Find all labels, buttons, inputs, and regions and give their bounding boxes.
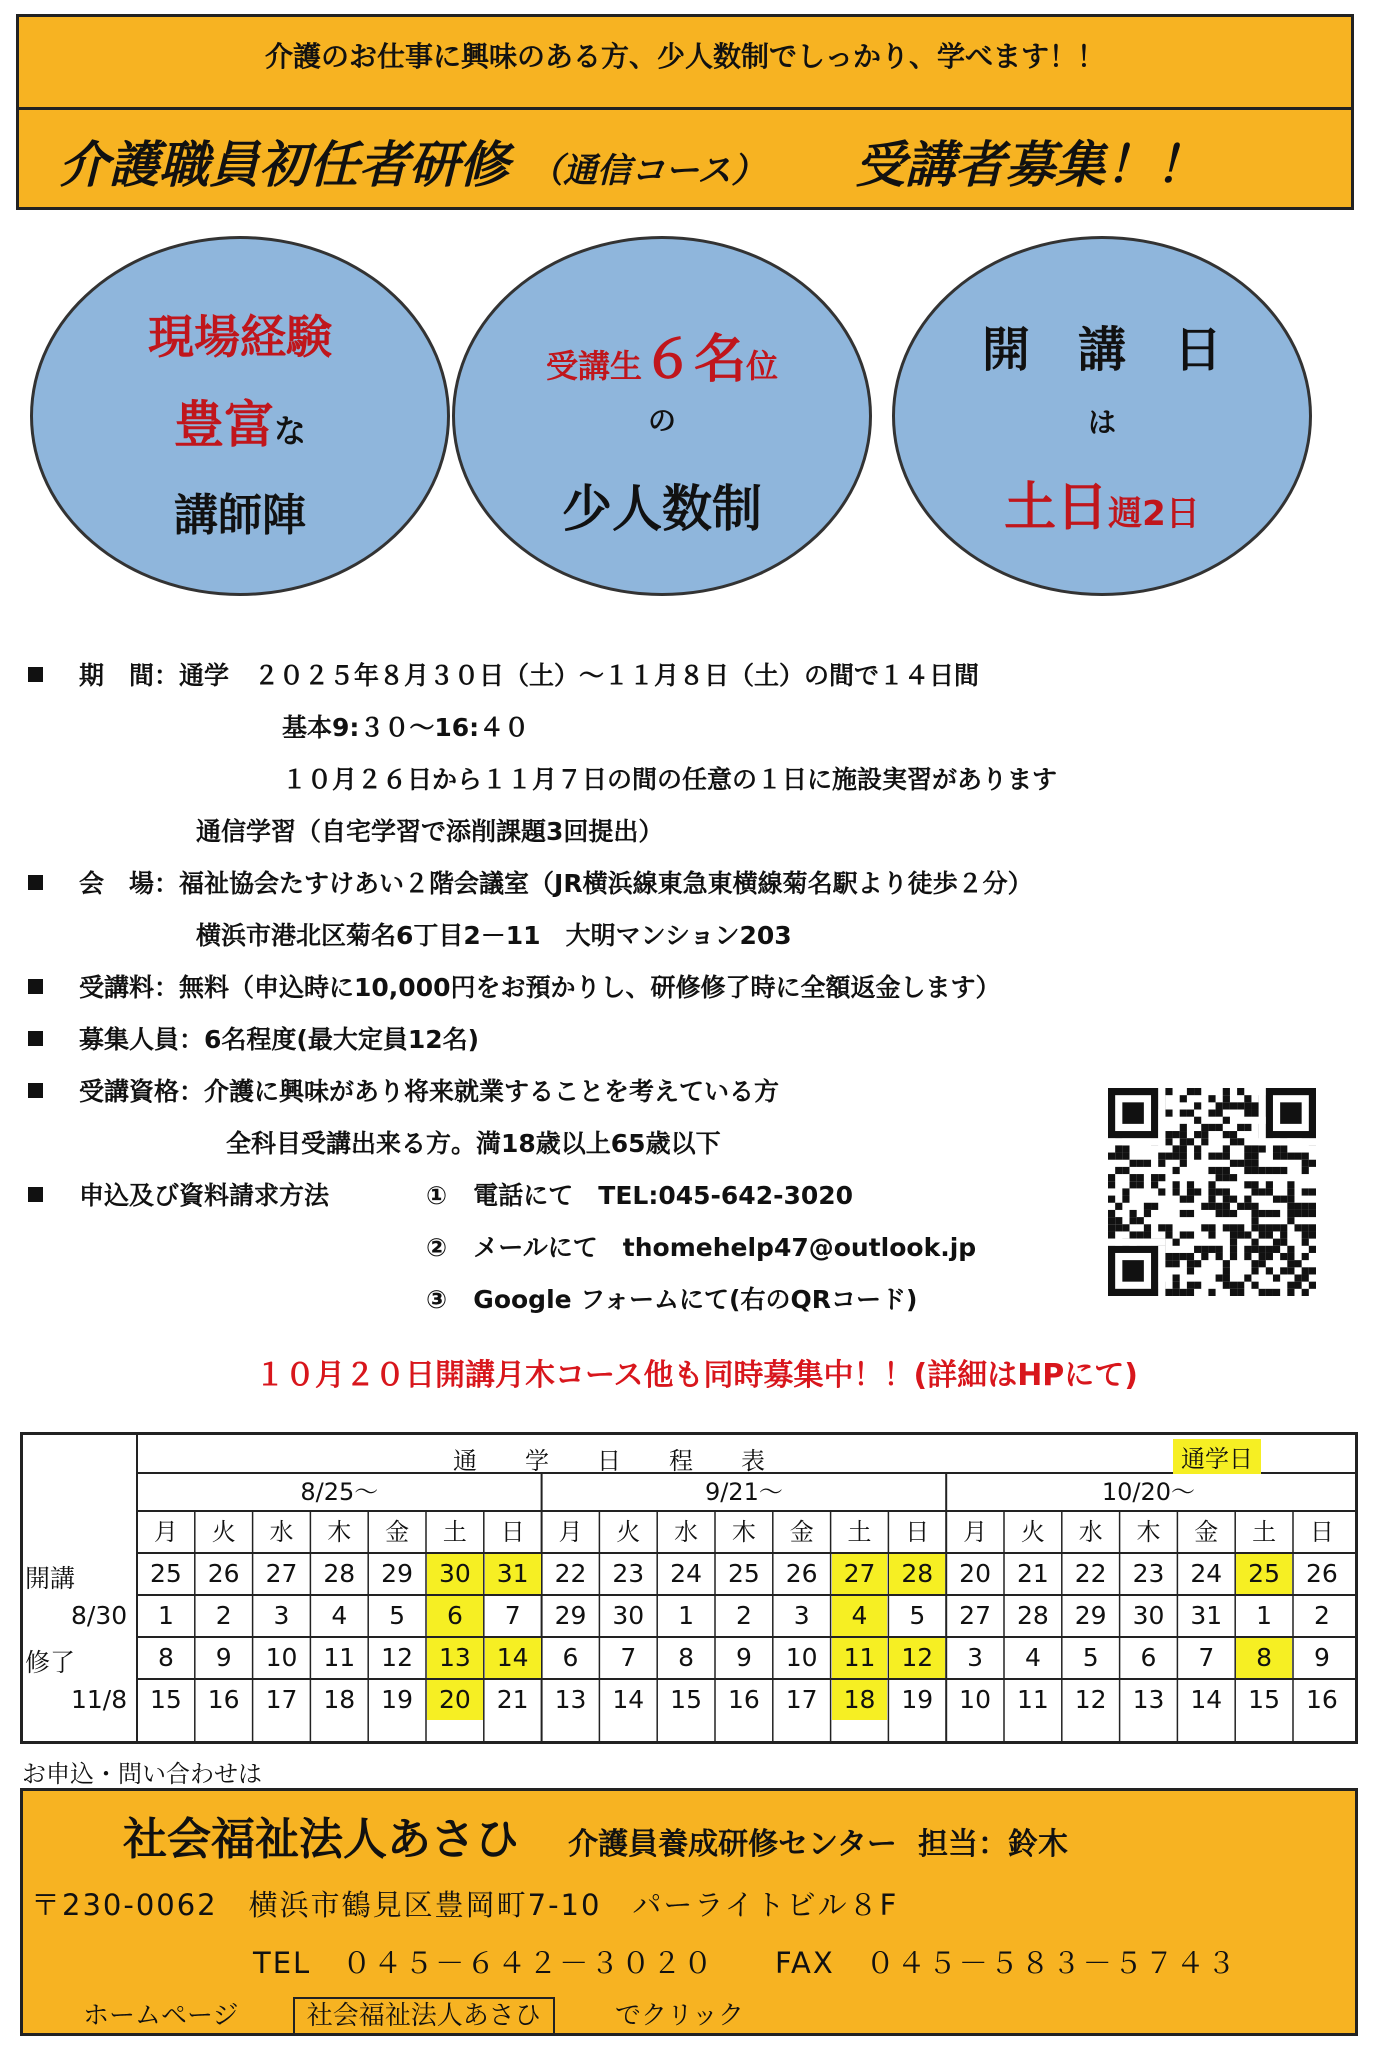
day-cell: 7 <box>620 1643 637 1672</box>
day-cell: 18 <box>832 1680 888 1720</box>
day-cell: 6 <box>562 1643 579 1672</box>
apply-method-form[interactable] <box>426 1280 917 1316</box>
bullet-square-icon <box>28 875 43 890</box>
day-cell: 26 <box>207 1559 240 1588</box>
day-cell: 4 <box>331 1601 348 1630</box>
footer-banner <box>20 1788 1358 2036</box>
period-practice: １０月２６日から１１月７日の間の任意の１日に施設実習があります <box>282 765 1058 794</box>
day-cell: 3 <box>967 1643 984 1672</box>
day-cell: 30 <box>612 1601 645 1630</box>
day-cell: 5 <box>909 1601 926 1630</box>
tagline: 介護のお仕事に興味のある方、少人数制でしっかり、学べます！！ <box>264 40 1105 73</box>
weekday-header: 月 <box>963 1518 988 1546</box>
bullet-square-icon <box>28 667 43 682</box>
day-cell: 16 <box>1305 1685 1338 1714</box>
day-cell: 10 <box>785 1643 818 1672</box>
weekday-header: 日 <box>500 1518 525 1546</box>
title-sub: （通信コース） <box>529 151 766 191</box>
side-label-start: 開講 <box>25 1564 76 1593</box>
footer-org-row <box>123 1803 1068 1867</box>
weekday-header: 火 <box>616 1518 641 1546</box>
day-cell: 2 <box>1313 1601 1330 1630</box>
day-cell: 13 <box>427 1638 483 1678</box>
schedule-title: 通 学 日 程 表 <box>453 1447 765 1475</box>
apply-label: 申込及び資料請求方法 <box>79 1181 330 1210</box>
circle-1-line2a: 豊富 <box>173 396 274 454</box>
circle-2-line2: の <box>647 404 676 437</box>
day-cell: 7 <box>504 1601 521 1630</box>
fee-text: 無料（申込時に10,000円をお預かりし、研修修了時に全額返金します） <box>179 973 1001 1002</box>
circle-2-line1a: 受講生 <box>545 347 642 385</box>
day-cell: 14 <box>485 1638 541 1678</box>
day-cell: 1 <box>157 1601 174 1630</box>
contact-person: 担当：鈴木 <box>918 1827 1068 1862</box>
notice-banner: １０月２０日開講月木コース他も同時募集中！！(詳細はHPにて) <box>254 1358 1139 1393</box>
day-cell: 24 <box>1190 1559 1223 1588</box>
day-cell: 3 <box>273 1601 290 1630</box>
day-cell: 15 <box>1248 1685 1280 1714</box>
day-cell: 16 <box>727 1685 760 1714</box>
circle-1-line1: 現場経験 <box>148 310 332 364</box>
day-cell: 25 <box>149 1559 182 1588</box>
footer-hp-row <box>83 1995 744 2032</box>
day-cell: 30 <box>427 1554 483 1594</box>
day-cell: 3 <box>793 1601 810 1630</box>
weekday-header: 木 <box>327 1518 352 1546</box>
day-cell: 19 <box>901 1685 934 1714</box>
weekday-header: 日 <box>905 1518 930 1546</box>
side-label-start-date: 8/30 <box>71 1601 128 1630</box>
circle-class-size <box>452 236 872 596</box>
circle-1-line3: 講師陣 <box>174 490 306 541</box>
circle-1-line2 <box>33 385 447 457</box>
day-cell: 24 <box>670 1559 702 1588</box>
circle-3-line3 <box>895 465 1309 540</box>
day-cell: 25 <box>1236 1554 1292 1594</box>
day-cell: 6 <box>1140 1643 1157 1672</box>
title-call: 受講者募集！！ <box>855 136 1206 194</box>
period-label: 期 間： <box>79 661 180 690</box>
day-cell: 10 <box>959 1685 991 1714</box>
day-cell: 14 <box>1190 1685 1223 1714</box>
block-label: 8/25～ <box>300 1478 379 1506</box>
bullet-square-icon <box>28 1031 43 1046</box>
apply-row <box>28 1176 329 1212</box>
apply-text: Google フォームにて(右のQRコード) <box>473 1285 918 1314</box>
day-cell: 5 <box>1082 1643 1099 1672</box>
hp-label: ホームページ <box>83 2001 239 2031</box>
day-cell: 15 <box>149 1685 182 1714</box>
bullet-square-icon <box>28 1083 43 1098</box>
eligibility-label: 受講資格： <box>79 1077 205 1106</box>
side-label-end-date: 11/8 <box>71 1685 128 1714</box>
header-banner <box>16 14 1354 210</box>
eligibility-row <box>28 1072 779 1108</box>
day-cell: 9 <box>735 1643 752 1672</box>
contact-label: お申込・問い合わせは <box>22 1760 262 1788</box>
circle-3-line3b: 週2日 <box>1108 494 1200 534</box>
eligibility-text2: 全科目受講出来る方。満18歳以上65歳以下 <box>226 1129 721 1158</box>
apply-num: ② <box>426 1233 448 1262</box>
day-cell: 20 <box>427 1680 483 1720</box>
qr-code-graphic <box>1108 1088 1316 1296</box>
venue-address: 横浜市港北区菊名6丁目2－11 大明マンション203 <box>196 921 792 950</box>
day-cell: 17 <box>785 1685 818 1714</box>
day-cell: 28 <box>323 1559 356 1588</box>
weekday-header: 月 <box>153 1518 178 1546</box>
block-label: 10/20～ <box>1101 1478 1196 1506</box>
period-row <box>28 656 979 692</box>
circle-3-line3a: 土日 <box>1004 478 1109 538</box>
day-cell: 16 <box>207 1685 240 1714</box>
schedule-legend: 通学日 <box>1173 1439 1261 1474</box>
qr-code-icon[interactable] <box>1108 1088 1316 1296</box>
title-main: 介護職員初任者研修 <box>59 136 509 194</box>
day-cell: 13 <box>554 1685 587 1714</box>
block-label: 9/21～ <box>704 1478 783 1506</box>
day-cell: 19 <box>381 1685 413 1714</box>
day-cell: 8 <box>1236 1638 1292 1678</box>
circle-1-line2b: な <box>273 412 306 450</box>
day-cell: 21 <box>496 1685 529 1714</box>
apply-text: 電話にて TEL:045-642-3020 <box>473 1181 854 1210</box>
hp-link-button[interactable]: 社会福祉法人あさひ <box>293 1997 555 2035</box>
day-cell: 29 <box>381 1559 413 1588</box>
side-label-end: 修了 <box>25 1648 76 1677</box>
day-cell: 9 <box>1313 1643 1330 1672</box>
footer-tel[interactable]: TEL ０４５－６４２－３０２０ <box>253 1946 715 1980</box>
footer-fax: FAX ０４５－５８３－５７４３ <box>775 1946 1238 1980</box>
weekday-header: 水 <box>1078 1518 1103 1546</box>
capacity-row <box>28 1020 479 1056</box>
day-cell: 29 <box>1074 1601 1107 1630</box>
day-cell: 17 <box>265 1685 298 1714</box>
weekday-header: 金 <box>1194 1518 1219 1546</box>
day-cell: 22 <box>554 1559 587 1588</box>
day-cell: 31 <box>485 1554 541 1594</box>
period-distance: 通信学習（自宅学習で添削課題3回提出） <box>196 817 664 846</box>
apply-num: ① <box>426 1181 448 1210</box>
circle-2-line1 <box>455 317 869 392</box>
day-cell: 8 <box>678 1643 695 1672</box>
day-cell: 1 <box>1256 1601 1273 1630</box>
venue-row <box>28 864 1033 900</box>
org-name: 社会福祉法人あさひ <box>123 1814 519 1865</box>
day-cell: 6 <box>427 1596 483 1636</box>
day-cell: 9 <box>215 1643 232 1672</box>
day-cell: 26 <box>785 1559 818 1588</box>
weekday-header: 月 <box>558 1518 583 1546</box>
weekday-header: 火 <box>211 1518 236 1546</box>
circle-2-line3: 少人数制 <box>562 480 762 538</box>
day-cell: 5 <box>389 1601 406 1630</box>
day-cell: 13 <box>1132 1685 1165 1714</box>
day-cell: 28 <box>889 1554 945 1594</box>
day-cell: 29 <box>554 1601 587 1630</box>
day-cell: 31 <box>1190 1601 1223 1630</box>
circle-2-line1b: ６名 <box>641 330 746 390</box>
day-cell: 2 <box>215 1601 232 1630</box>
weekday-header: 日 <box>1309 1518 1334 1546</box>
weekday-header: 金 <box>385 1518 410 1546</box>
weekday-header: 木 <box>1136 1518 1161 1546</box>
day-cell: 12 <box>1074 1685 1107 1714</box>
fee-row <box>28 968 1001 1004</box>
bullet-square-icon <box>28 979 43 994</box>
circle-schedule <box>892 236 1312 596</box>
day-cell: 28 <box>1016 1601 1049 1630</box>
page-title <box>59 125 1205 197</box>
weekday-header: 火 <box>1020 1518 1045 1546</box>
bullet-square-icon <box>28 1187 43 1202</box>
day-cell: 12 <box>381 1643 413 1672</box>
apply-num: ③ <box>426 1285 448 1314</box>
day-cell: 23 <box>612 1559 645 1588</box>
day-cell: 11 <box>1016 1685 1049 1714</box>
weekday-header: 水 <box>269 1518 294 1546</box>
footer-address: 〒230-0062 横浜市鶴見区豊岡町7-10 パーライトビル８F <box>31 1888 899 1922</box>
day-cell: 22 <box>1074 1559 1107 1588</box>
weekday-header: 水 <box>674 1518 699 1546</box>
center-name: 介護員養成研修センター <box>568 1827 897 1862</box>
day-cell: 15 <box>670 1685 702 1714</box>
hp-click-label: でクリック <box>615 2001 744 2031</box>
day-cell: 12 <box>889 1638 945 1678</box>
weekday-header: 土 <box>847 1518 872 1546</box>
period-hours: 基本9:３０～16:４０ <box>282 713 530 742</box>
day-cell: 27 <box>959 1601 991 1630</box>
day-cell: 2 <box>735 1601 752 1630</box>
day-cell: 10 <box>265 1643 298 1672</box>
apply-method-email[interactable] <box>426 1228 976 1264</box>
day-cell: 20 <box>959 1559 991 1588</box>
day-cell: 4 <box>832 1596 888 1636</box>
day-cell: 21 <box>1016 1559 1049 1588</box>
schedule-table <box>20 1432 1358 1744</box>
capacity-label: 募集人員： <box>79 1025 205 1054</box>
day-cell: 30 <box>1132 1601 1165 1630</box>
day-cell: 11 <box>832 1638 888 1678</box>
apply-method-phone[interactable] <box>426 1176 853 1212</box>
day-cell: 14 <box>612 1685 645 1714</box>
eligibility-text: 介護に興味があり将来就業することを考えている方 <box>204 1077 780 1106</box>
weekday-header: 金 <box>789 1518 814 1546</box>
fee-label: 受講料： <box>79 973 180 1002</box>
capacity-text: 6名程度(最大定員12名) <box>204 1025 480 1054</box>
day-cell: 1 <box>678 1601 695 1630</box>
venue-text: 福祉協会たすけあい２階会議室（JR横浜線東急東横線菊名駅より徒歩２分） <box>179 869 1033 898</box>
day-cell: 27 <box>265 1559 298 1588</box>
venue-label: 会 場： <box>79 869 180 898</box>
circle-3-line2: は <box>1087 406 1116 439</box>
weekday-header: 土 <box>442 1518 467 1546</box>
day-cell: 8 <box>157 1643 174 1672</box>
period-text: 通学 ２０２５年８月３０日（土）～１１月８日（土）の間で１４日間 <box>179 661 980 690</box>
day-cell: 11 <box>323 1643 356 1672</box>
day-cell: 26 <box>1305 1559 1338 1588</box>
day-cell: 4 <box>1024 1643 1041 1672</box>
day-cell: 27 <box>832 1554 888 1594</box>
weekday-header: 木 <box>731 1518 756 1546</box>
circle-2-line1c: 位 <box>746 347 779 385</box>
weekday-header: 土 <box>1252 1518 1277 1546</box>
header-divider <box>19 107 1351 110</box>
circle-3-line1: 開 講 日 <box>981 322 1222 378</box>
circle-instructors <box>30 236 450 596</box>
day-cell: 18 <box>323 1685 356 1714</box>
day-cell: 25 <box>727 1559 760 1588</box>
apply-text: メールにて thomehelp47@outlook.jp <box>473 1233 977 1262</box>
day-cell: 7 <box>1198 1643 1215 1672</box>
day-cell: 23 <box>1132 1559 1165 1588</box>
